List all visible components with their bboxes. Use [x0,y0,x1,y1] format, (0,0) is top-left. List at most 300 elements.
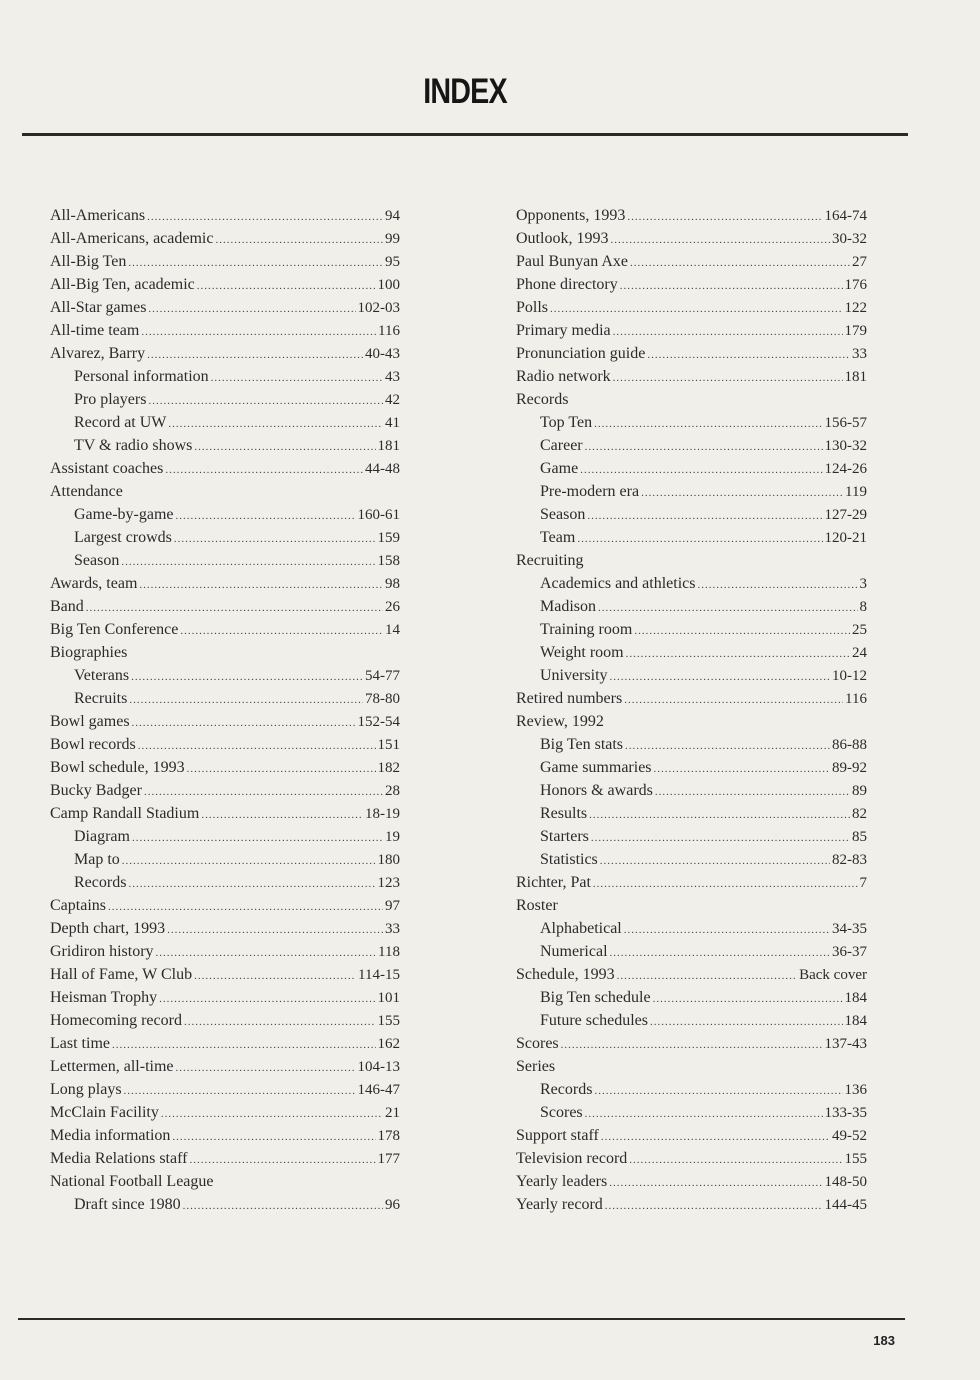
index-subentry [50,434,400,457]
dot-leader [184,1011,376,1034]
dot-leader [655,781,850,804]
entry-label: Team [540,529,576,546]
dot-leader [630,252,850,275]
dot-leader [189,1149,375,1172]
entry-pages: 104-13 [357,1059,400,1075]
index-entry [516,1193,867,1216]
dot-leader [624,689,843,712]
index-entry [50,1009,400,1032]
entry-label: Television record [516,1150,628,1167]
index-entry [516,250,867,273]
index-entry [516,871,867,894]
entry-label: TV & radio shows [74,437,193,454]
dot-leader [610,942,830,965]
entry-label: Veterans [74,667,130,684]
entry-pages: 180 [377,852,400,868]
dot-leader [594,1080,842,1103]
dot-leader [610,229,830,252]
index-subentry [50,549,400,572]
dot-leader [654,758,830,781]
entry-label: Draft since 1980 [74,1196,181,1213]
entry-label: Hall of Fame, W Club [50,966,193,983]
entry-label: Season [74,552,120,569]
index-subentry [50,365,400,388]
index-entry [50,1101,400,1124]
index-subentry [516,618,867,641]
entry-pages: 18-19 [365,806,400,822]
entry-pages: 101 [377,990,400,1006]
dot-leader [147,206,383,229]
index-subentry [50,825,400,848]
entry-label: All-Star games [50,299,147,316]
dot-leader [165,459,363,482]
index-entry [50,756,400,779]
index-subentry [516,1101,867,1124]
entry-label: Honors & awards [540,782,653,799]
index-subentry [50,687,400,710]
entry-label: Biographies [50,644,128,661]
index-entry [516,365,867,388]
dot-leader [650,1011,843,1034]
entry-label: Paul Bunyan Axe [516,253,628,270]
index-entry [516,1032,867,1055]
dot-leader [634,620,850,643]
index-subentry [516,572,867,595]
entry-label: All-Americans [50,207,146,224]
dot-leader [108,896,383,919]
entry-pages: 158 [377,553,400,569]
index-subentry [50,526,400,549]
entry-pages: 42 [385,392,400,408]
index-entry [50,1124,400,1147]
footer-rule [18,1318,905,1320]
entry-pages: 26 [385,599,400,615]
entry-label: Game-by-game [74,506,174,523]
dot-leader [647,344,850,367]
entry-pages: 14 [385,622,400,638]
index-entry [516,1124,867,1147]
entry-pages: 179 [844,323,867,339]
index-subentry [516,503,867,526]
entry-label: Long plays [50,1081,122,1098]
entry-label: Records [74,874,127,891]
entry-label: Statistics [540,851,598,868]
entry-pages: 8 [859,599,867,615]
entry-label: Bowl records [50,736,136,753]
dot-leader [176,505,356,528]
entry-label: All-Americans, academic [50,230,214,247]
entry-pages: 33 [385,921,400,937]
entry-pages: 44-48 [365,461,400,477]
entry-label: Yearly leaders [516,1173,608,1190]
entry-pages: 162 [377,1036,400,1052]
entry-pages: 78-80 [365,691,400,707]
dot-leader [128,252,383,275]
entry-pages: 3 [859,576,867,592]
entry-pages: 181 [844,369,867,385]
entry-label: Alphabetical [540,920,622,937]
dot-leader [613,321,843,344]
index-subentry [516,434,867,457]
index-subentry [50,411,400,434]
entry-pages: 25 [852,622,867,638]
entry-pages: 120-21 [824,530,867,546]
index-entry [50,894,400,917]
header-rule [22,133,908,136]
entry-pages: 119 [845,484,867,500]
entry-pages: 82 [852,806,867,822]
index-subentry [516,480,867,503]
index-entry [50,641,400,664]
dot-leader [147,344,363,367]
dot-leader [626,643,850,666]
index-entry [50,802,400,825]
dot-leader [561,1034,823,1057]
index-entry [516,273,867,296]
dot-leader [141,321,376,344]
entry-pages: 10-12 [832,668,867,684]
entry-label: Weight room [540,644,624,661]
entry-pages: 182 [377,760,400,776]
index-entry [50,204,400,227]
entry-label: Yearly record [516,1196,603,1213]
entry-pages: 176 [844,277,867,293]
entry-pages: 7 [859,875,867,891]
entry-pages: 43 [385,369,400,385]
dot-leader [86,597,383,620]
dot-leader [148,298,355,321]
index-entry [516,549,867,572]
dot-leader [617,965,797,988]
dot-leader [593,873,858,896]
entry-pages: 21 [385,1105,400,1121]
entry-label: Heisman Trophy [50,989,158,1006]
entry-pages: 114-15 [358,967,400,983]
index-entry [50,917,400,940]
entry-pages: 27 [852,254,867,270]
entry-label: All-Big Ten [50,253,127,270]
entry-pages: 94 [385,208,400,224]
entry-label: Last time [50,1035,110,1052]
entry-pages: 177 [377,1151,400,1167]
dot-leader [176,1057,356,1080]
entry-pages: 41 [385,415,400,431]
dot-leader [129,689,363,712]
entry-label: Attendance [50,483,123,500]
index-entry [50,1055,400,1078]
entry-pages: 30-32 [832,231,867,247]
entry-label: Depth chart, 1993 [50,920,166,937]
entry-pages: 124-26 [824,461,867,477]
entry-label: Lettermen, all-time [50,1058,174,1075]
index-subentry [516,986,867,1009]
index-entry [50,595,400,618]
dot-leader [139,574,383,597]
index-entry [516,204,867,227]
index-entry [50,319,400,342]
index-subentry [516,802,867,825]
index-subentry [50,664,400,687]
entry-label: Game summaries [540,759,652,776]
entry-label: Personal information [74,368,209,385]
entry-label: All-Big Ten, academic [50,276,195,293]
entry-label: Records [540,1081,593,1098]
entry-label: Radio network [516,368,611,385]
dot-leader [201,804,363,827]
index-entry [50,733,400,756]
index-subentry [516,1009,867,1032]
entry-label: Homecoming record [50,1012,182,1029]
entry-label: Richter, Pat [516,874,591,891]
entry-label: Big Ten stats [540,736,624,753]
index-subentry [516,526,867,549]
entry-pages: 148-50 [824,1174,867,1190]
entry-label: Bucky Badger [50,782,142,799]
entry-pages: 164-74 [824,208,867,224]
entry-label: Madison [540,598,596,615]
entry-label: Season [540,506,586,523]
index-entry [50,710,400,733]
index-entry [516,1147,867,1170]
dot-leader [601,1126,830,1149]
entry-pages: 102-03 [357,300,400,316]
entry-label: Largest crowds [74,529,172,546]
entry-label: Review, 1992 [516,713,604,730]
entry-pages: 28 [385,783,400,799]
entry-pages: 97 [385,898,400,914]
entry-label: Gridiron history [50,943,154,960]
entry-label: Camp Randall Stadium [50,805,200,822]
entry-label: Pro players [74,391,147,408]
entry-label: Numerical [540,943,608,960]
index-subentry [516,825,867,848]
dot-leader [594,413,822,436]
index-entry [50,940,400,963]
dot-leader [180,620,383,643]
index-subentry [516,940,867,963]
entry-label: Map to [74,851,120,868]
entry-pages: 118 [378,944,400,960]
entry-pages: 19 [385,829,400,845]
entry-label: Retired numbers [516,690,623,707]
dot-leader [580,459,822,482]
index-subentry [50,1193,400,1216]
index-entry [50,1147,400,1170]
entry-label: Recruiting [516,552,584,569]
dot-leader [550,298,842,321]
index-entry [50,250,400,273]
index-entry [50,618,400,641]
index-subentry [516,756,867,779]
index-entry [50,273,400,296]
entry-label: Media information [50,1127,171,1144]
entry-label: Game [540,460,579,477]
dot-leader [600,850,830,873]
entry-label: Assistant coaches [50,460,164,477]
dot-leader [641,482,843,505]
dot-leader [605,1195,823,1218]
entry-pages: 130-32 [824,438,867,454]
index-subentry [516,1078,867,1101]
index-entry [516,710,867,733]
index-entry [516,894,867,917]
dot-leader [121,551,375,574]
entry-label: Awards, team [50,575,138,592]
entry-pages: 116 [845,691,867,707]
entry-pages: 33 [852,346,867,362]
dot-leader [131,666,363,689]
entry-pages: 155 [377,1013,400,1029]
index-entry [50,572,400,595]
dot-leader [174,528,376,551]
entry-pages: 144-45 [824,1197,867,1213]
index-column-right [516,204,867,1216]
entry-label: Starters [540,828,589,845]
dot-leader [122,850,376,873]
dot-leader [124,1080,356,1103]
dot-leader [585,1103,823,1126]
index-entry [50,480,400,503]
index-subentry [50,503,400,526]
index-entry [516,296,867,319]
entry-pages: 100 [377,277,400,293]
entry-label: Alvarez, Barry [50,345,146,362]
dot-leader [167,919,383,942]
index-entry [516,342,867,365]
entry-pages: 82-83 [832,852,867,868]
entry-label: Band [50,598,84,615]
index-subentry [516,595,867,618]
entry-pages: 116 [378,323,400,339]
index-entry [50,1078,400,1101]
index-subentry [516,641,867,664]
dot-leader [211,367,383,390]
dot-leader [609,1172,822,1195]
dot-leader [598,597,858,620]
index-column-left [50,204,400,1216]
entry-pages: 95 [385,254,400,270]
entry-pages: 181 [377,438,400,454]
entry-pages: 156-57 [824,415,867,431]
entry-pages: 184 [844,990,867,1006]
index-entry [516,227,867,250]
entry-label: National Football League [50,1173,214,1190]
entry-pages: 99 [385,231,400,247]
dot-leader [161,1103,383,1126]
dot-leader [183,1195,383,1218]
dot-leader [159,988,375,1011]
index-subentry [50,388,400,411]
entry-label: Captains [50,897,106,914]
entry-label: Results [540,805,588,822]
entry-pages: Back cover [799,967,867,983]
dot-leader [138,735,376,758]
entry-label: Big Ten Conference [50,621,179,638]
entry-pages: 155 [844,1151,867,1167]
dot-leader [132,827,383,850]
dot-leader [577,528,822,551]
entry-label: Polls [516,299,549,316]
dot-leader [197,275,376,298]
index-entry [516,687,867,710]
index-entry [50,227,400,250]
dot-leader [620,275,843,298]
entry-pages: 40-43 [365,346,400,362]
dot-leader [589,804,850,827]
entry-pages: 98 [385,576,400,592]
entry-pages: 36-37 [832,944,867,960]
index-subentry [50,848,400,871]
entry-pages: 89-92 [832,760,867,776]
index-subentry [50,871,400,894]
index-subentry [516,664,867,687]
entry-label: Training room [540,621,633,638]
index-entry [50,963,400,986]
index-subentry [516,411,867,434]
dot-leader [148,390,383,413]
entry-label: Pronunciation guide [516,345,646,362]
entry-pages: 123 [377,875,400,891]
index-entry [50,1170,400,1193]
entry-pages: 159 [377,530,400,546]
entry-pages: 49-52 [832,1128,867,1144]
dot-leader [625,735,830,758]
dot-leader [587,505,822,528]
index-subentry [516,917,867,940]
dot-leader [698,574,858,597]
entry-pages: 86-88 [832,737,867,753]
index-subentry [516,848,867,871]
index-entry [516,388,867,411]
entry-label: Scores [516,1035,559,1052]
entry-pages: 151 [377,737,400,753]
dot-leader [585,436,823,459]
dot-leader [629,1149,842,1172]
entry-pages: 24 [852,645,867,661]
entry-label: Future schedules [540,1012,648,1029]
entry-label: Recruits [74,690,128,707]
dot-leader [627,206,822,229]
entry-label: Primary media [516,322,611,339]
dot-leader [187,758,376,781]
dot-leader [613,367,843,390]
index-entry [516,1055,867,1078]
entry-label: Bowl schedule, 1993 [50,759,185,776]
entry-label: McClain Facility [50,1104,159,1121]
entry-label: Schedule, 1993 [516,966,615,983]
entry-pages: 137-43 [824,1036,867,1052]
entry-pages: 127-29 [824,507,867,523]
entry-pages: 136 [844,1082,867,1098]
index-entry [50,342,400,365]
index-subentry [516,733,867,756]
index-entry [50,986,400,1009]
entry-pages: 184 [844,1013,867,1029]
entry-label: Pre-modern era [540,483,640,500]
entry-pages: 122 [844,300,867,316]
entry-label: Career [540,437,583,454]
index-subentry [516,457,867,480]
entry-pages: 34-35 [832,921,867,937]
entry-label: Roster [516,897,558,914]
index-entry [50,457,400,480]
dot-leader [132,712,356,735]
entry-label: Records [516,391,569,408]
entry-label: Scores [540,1104,583,1121]
dot-leader [194,436,375,459]
index-subentry [516,779,867,802]
dot-leader [156,942,377,965]
